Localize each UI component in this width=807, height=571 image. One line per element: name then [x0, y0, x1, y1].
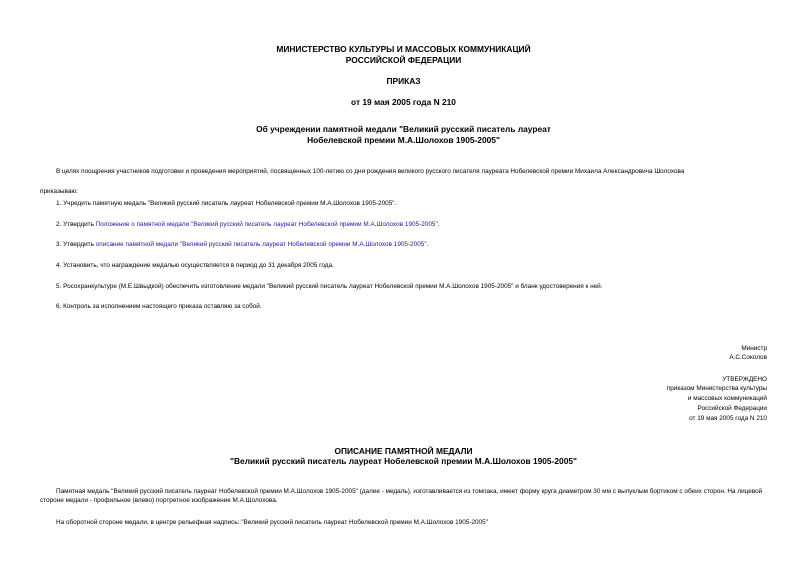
order-item-3-prefix: 3. Утвердить	[56, 241, 96, 248]
description-paragraph-2: На оборотной стороне медали, в центре рельефная надпись: "Великий русский писатель лауреат Нобелевской премии М.А.Шолохов 1905-2005"	[56, 519, 488, 526]
ministry-line-1: МИНИСТЕРСТВО КУЛЬТУРЫ И МАССОВЫХ КОММУНИКАЦИЙ	[276, 44, 531, 54]
order-item-6: 6. Контроль за исполнением настоящего приказа оставляю за собой.	[56, 303, 262, 310]
order-item-3	[56, 240, 428, 249]
order-item-2-prefix: 2. Утвердить	[56, 221, 96, 228]
ministry-line-2: РОССИЙСКОЙ ФЕДЕРАЦИИ	[345, 55, 462, 65]
document-date: от 19 мая 2005 года N 210	[351, 97, 456, 107]
approval-line-2: приказом Министерства культуры	[666, 385, 767, 392]
order-item-2	[56, 220, 440, 229]
signature-name: А.С.Соколов	[729, 354, 767, 361]
approval-line-3: и массовых коммуникаций	[687, 395, 767, 402]
description-link[interactable]: описание памятной медали "Великий русский писатель лауреат Нобелевской премии М.А.Шолохов 1905-2005"	[95, 241, 427, 248]
approval-line-5: от 19 мая 2005 года N 210	[689, 415, 767, 422]
description-paragraph-1: Памятная медаль "Великий русский писатель лауреат Нобелевской премии М.А.Шолохов 1905-2005" (далее - медаль), изготавливается из томпака, имеет форму круга диаметром 30 мм с выпуклым бортиком с обеих сторон. На лицевой стороне медали - профильное (влево) портретное изображение М.А.Шолохова.	[40, 488, 763, 504]
regulation-link[interactable]: Положение о памятной медали "Великий русский писатель лауреат Нобелевской премии М.А.Шолохов 1905-2005"	[95, 221, 438, 228]
preamble: В целях поощрения участников подготовки и проведения мероприятий, посвященных 100-летию со дня рождения великого русского писателя лауреата Нобелевской премии Михаила Александровича Шолохова	[56, 168, 685, 175]
title-line-1: Об учреждении памятной медали "Великий русский писатель лауреат	[256, 124, 551, 134]
signature-position: Министр	[741, 345, 767, 352]
title-line-2: Нобелевской премии М.А.Шолохов 1905-2005"	[307, 135, 500, 145]
description-heading-2: "Великий русский писатель лауреат Нобелевской премии М.А.Шолохов 1905-2005"	[230, 456, 577, 466]
order-item-1: 1. Учредить памятную медаль "Великий русский писатель лауреат Нобелевской премии М.А.Шолохов 1905-2005".	[56, 200, 397, 207]
document-type: ПРИКАЗ	[386, 76, 421, 86]
order-item-2-suffix: .	[437, 221, 440, 228]
order-word: приказываю:	[40, 188, 78, 195]
description-heading-1: ОПИСАНИЕ ПАМЯТНОЙ МЕДАЛИ	[334, 446, 473, 456]
approval-stamp: УТВЕРЖДЕНО	[722, 376, 767, 383]
order-item-3-suffix: .	[426, 241, 429, 248]
order-item-5: 5. Росохранкультуре (М.Е.Швыдкой) обеспечить изготовление медали "Великий русский писатель лауреат Нобелевской премии М.А.Шолохов 1905-2005" и бланк удостоверения к ней.	[56, 283, 603, 290]
order-item-4: 4. Установить, что награждение медалью осуществляется в период до 31 декабря 2005 года.	[56, 262, 334, 269]
approval-line-4: Российской Федерации	[697, 405, 767, 412]
